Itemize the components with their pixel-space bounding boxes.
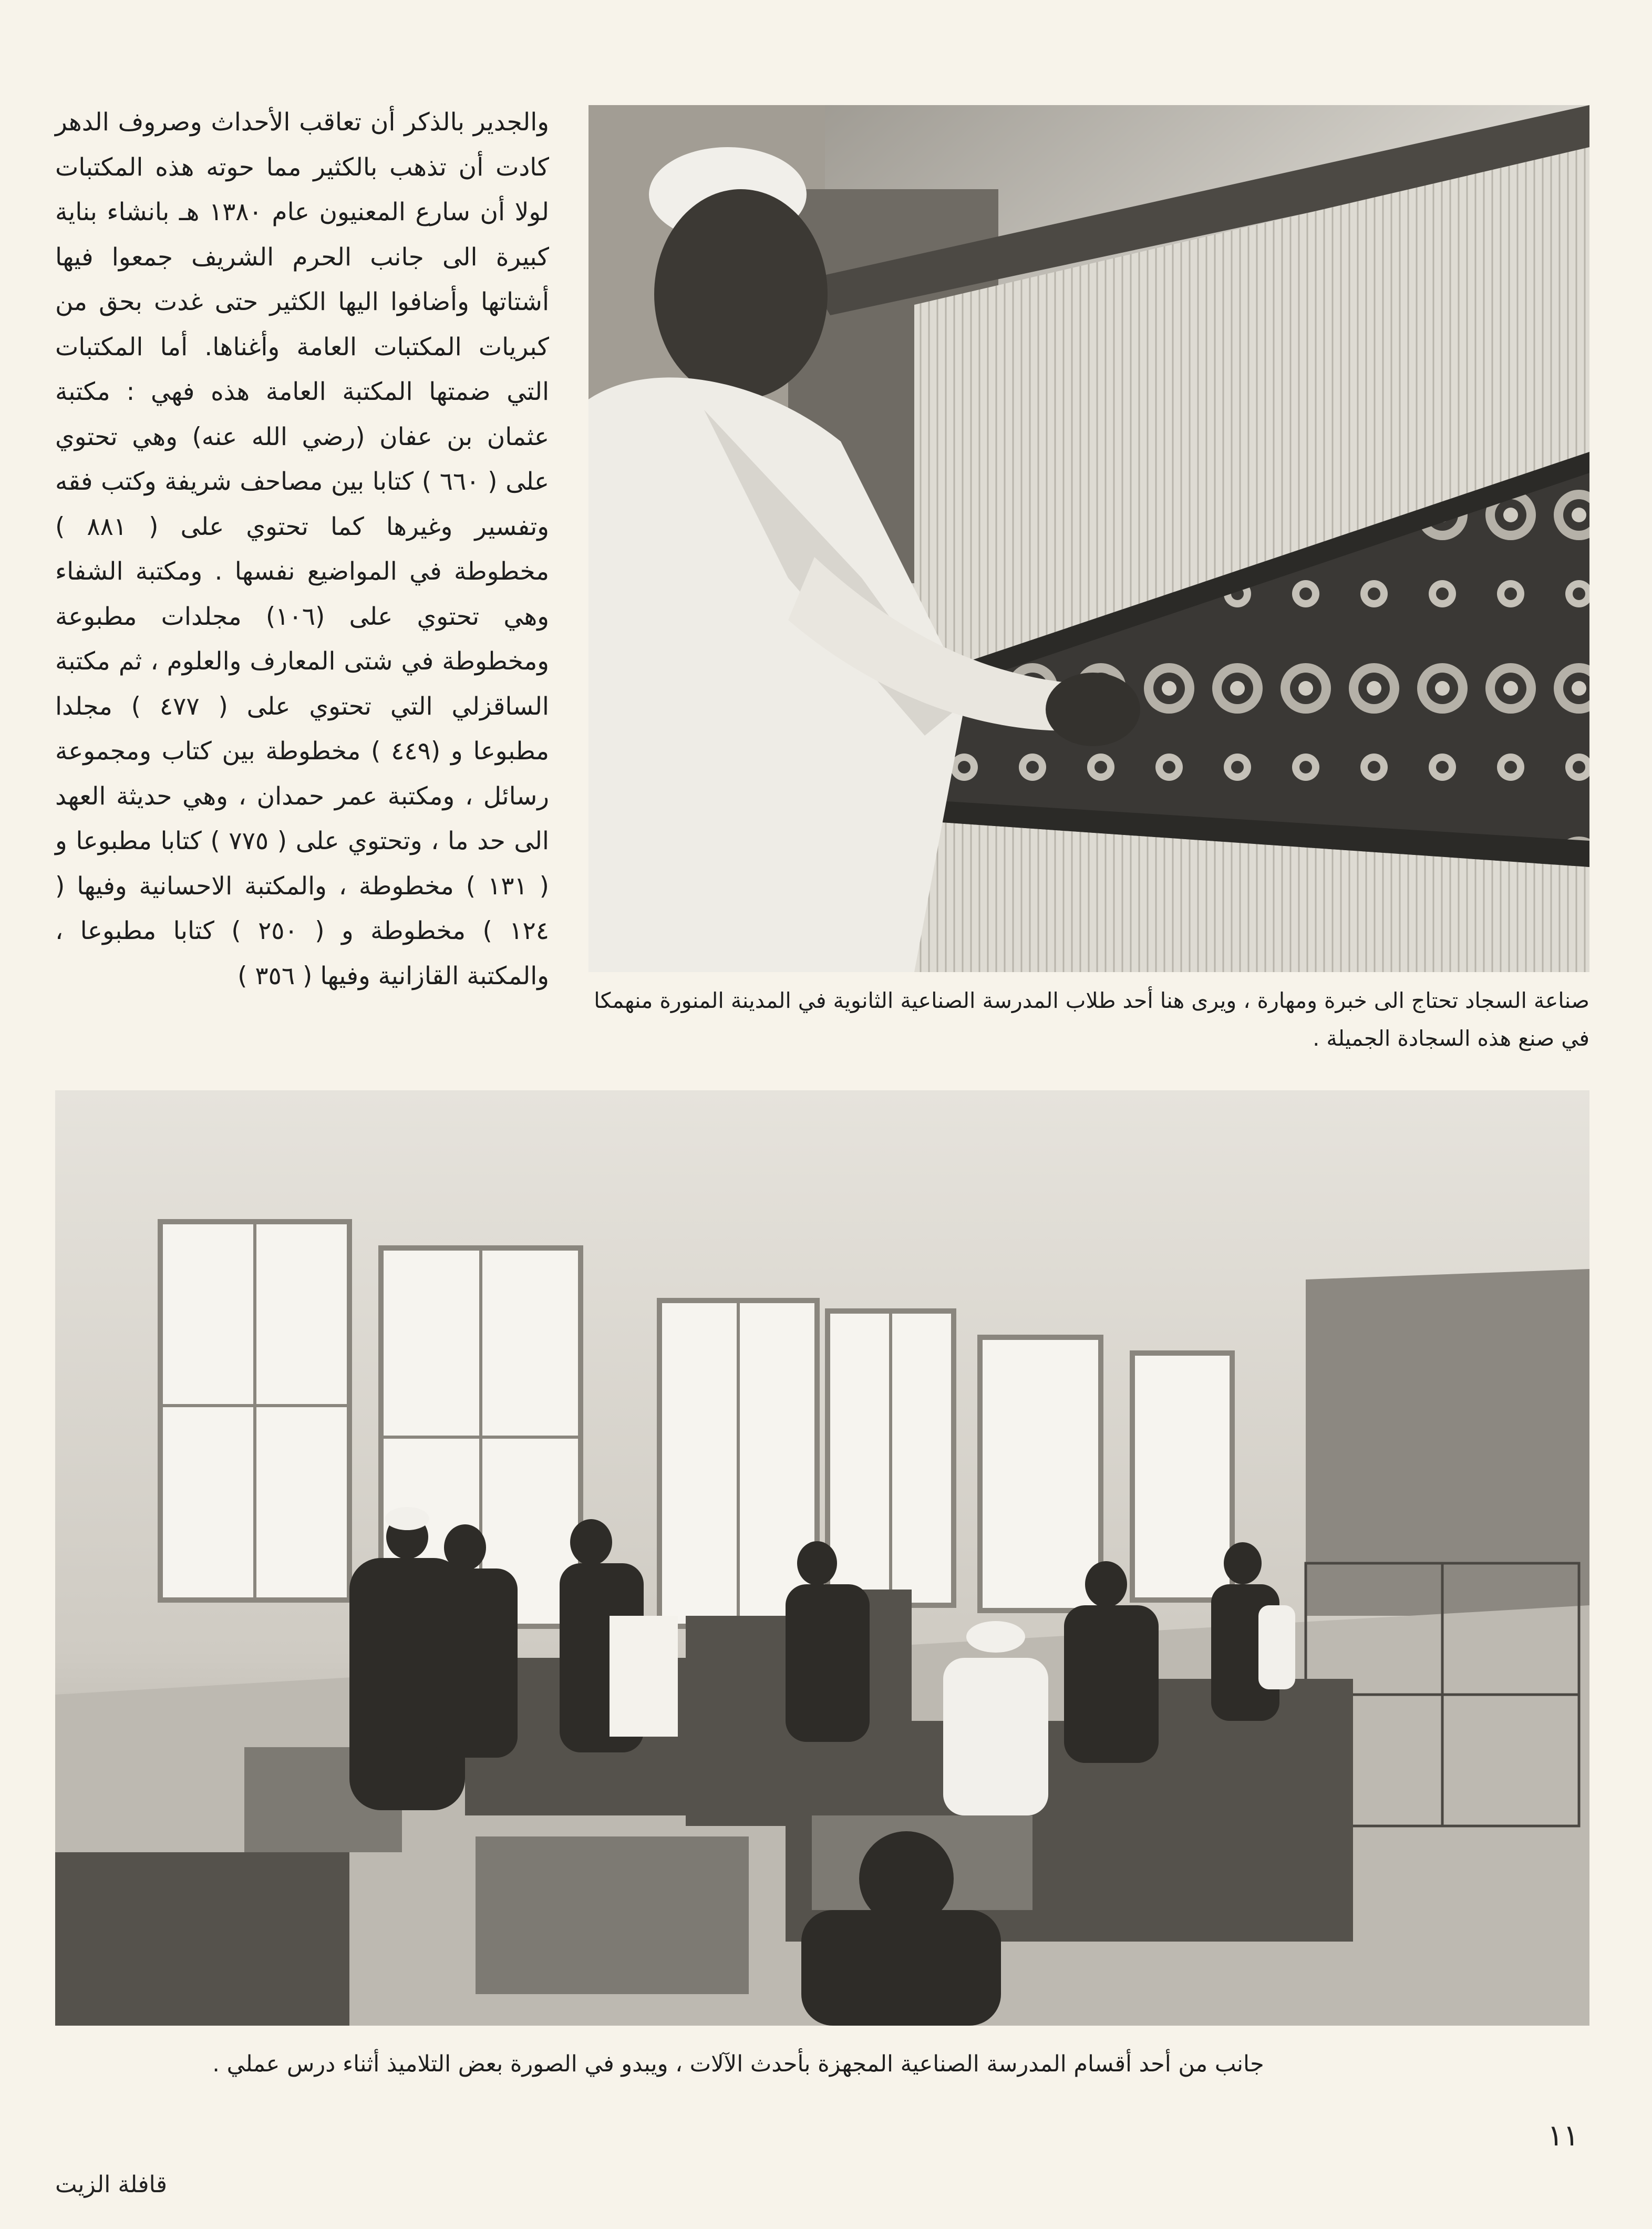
carpet-weaving-image bbox=[588, 105, 1589, 972]
carpet-weaving-photo bbox=[588, 105, 1589, 972]
magazine-title: قافلة الزيت bbox=[55, 2171, 167, 2198]
workshop-image bbox=[55, 1090, 1589, 2026]
carpet-weaving-caption: صناعة السجاد تحتاج الى خبرة ومهارة ، ويرى هنا أحد طلاب المدرسة الصناعية الثانوية في المدينة المنورة منهمكا في صنع هذه السجادة الجميلة . bbox=[594, 988, 1589, 1051]
workshop-photo bbox=[55, 1090, 1589, 2026]
article-body-text: والجدير بالذكر أن تعاقب الأحداث وصروف الدهر كادت أن تذهب بالكثير مما حوته هذه المكتبات لولا أن سارع المعنيون عام ١٣٨٠ هـ بانشاء بناية كبيرة الى جانب الحرم الشريف جمعوا فيها أشتاتها وأضافوا اليها الكثير حتى غدت بحق من كبريات المكتبات العامة وأغناها. أما المكتبات التي ضمتها المكتبة العامة هذه فهي : مكتبة عثمان بن عفان (رضي الله عنه) وهي تحتوي على ( ٦٦٠ ) كتابا بين مصاحف شريفة وكتب فقه وتفسير وغيرها كما تحتوي على ( ٨٨١ ) مخطوطة في المواضيع نفسها . ومكتبة الشفاء وهي تحتوي على (١٠٦) مجلدات مطبوعة ومخطوطة في شتى المعارف والعلوم ، ثم مكتبة الساقزلي التي تحتوي على ( ٤٧٧ ) مجلدا مطبوعا و (٤٤٩ ) مخطوطة بين كتاب ومجموعة رسائل ، ومكتبة عمر حمدان ، وهي حديثة العهد الى حد ما ، وتحتوي على ( ٧٧٥ ) كتابا مطبوعا و ( ١٣١ ) مخطوطة ، والمكتبة الاحسانية وفيها ( ١٢٤ ) مخطوطة و ( ٢٥٠ ) كتابا مطبوعا ، والمكتبة القازانية وفيها ( ٣٥٦ ) bbox=[55, 108, 550, 990]
page-number: ١١ bbox=[1547, 2119, 1579, 2153]
workshop-caption: جانب من أحد أقسام المدرسة الصناعية المجهزة بأحدث الآلات ، ويبدو في الصورة بعض التلاميذ أثناء درس عملي . bbox=[212, 2051, 1264, 2077]
